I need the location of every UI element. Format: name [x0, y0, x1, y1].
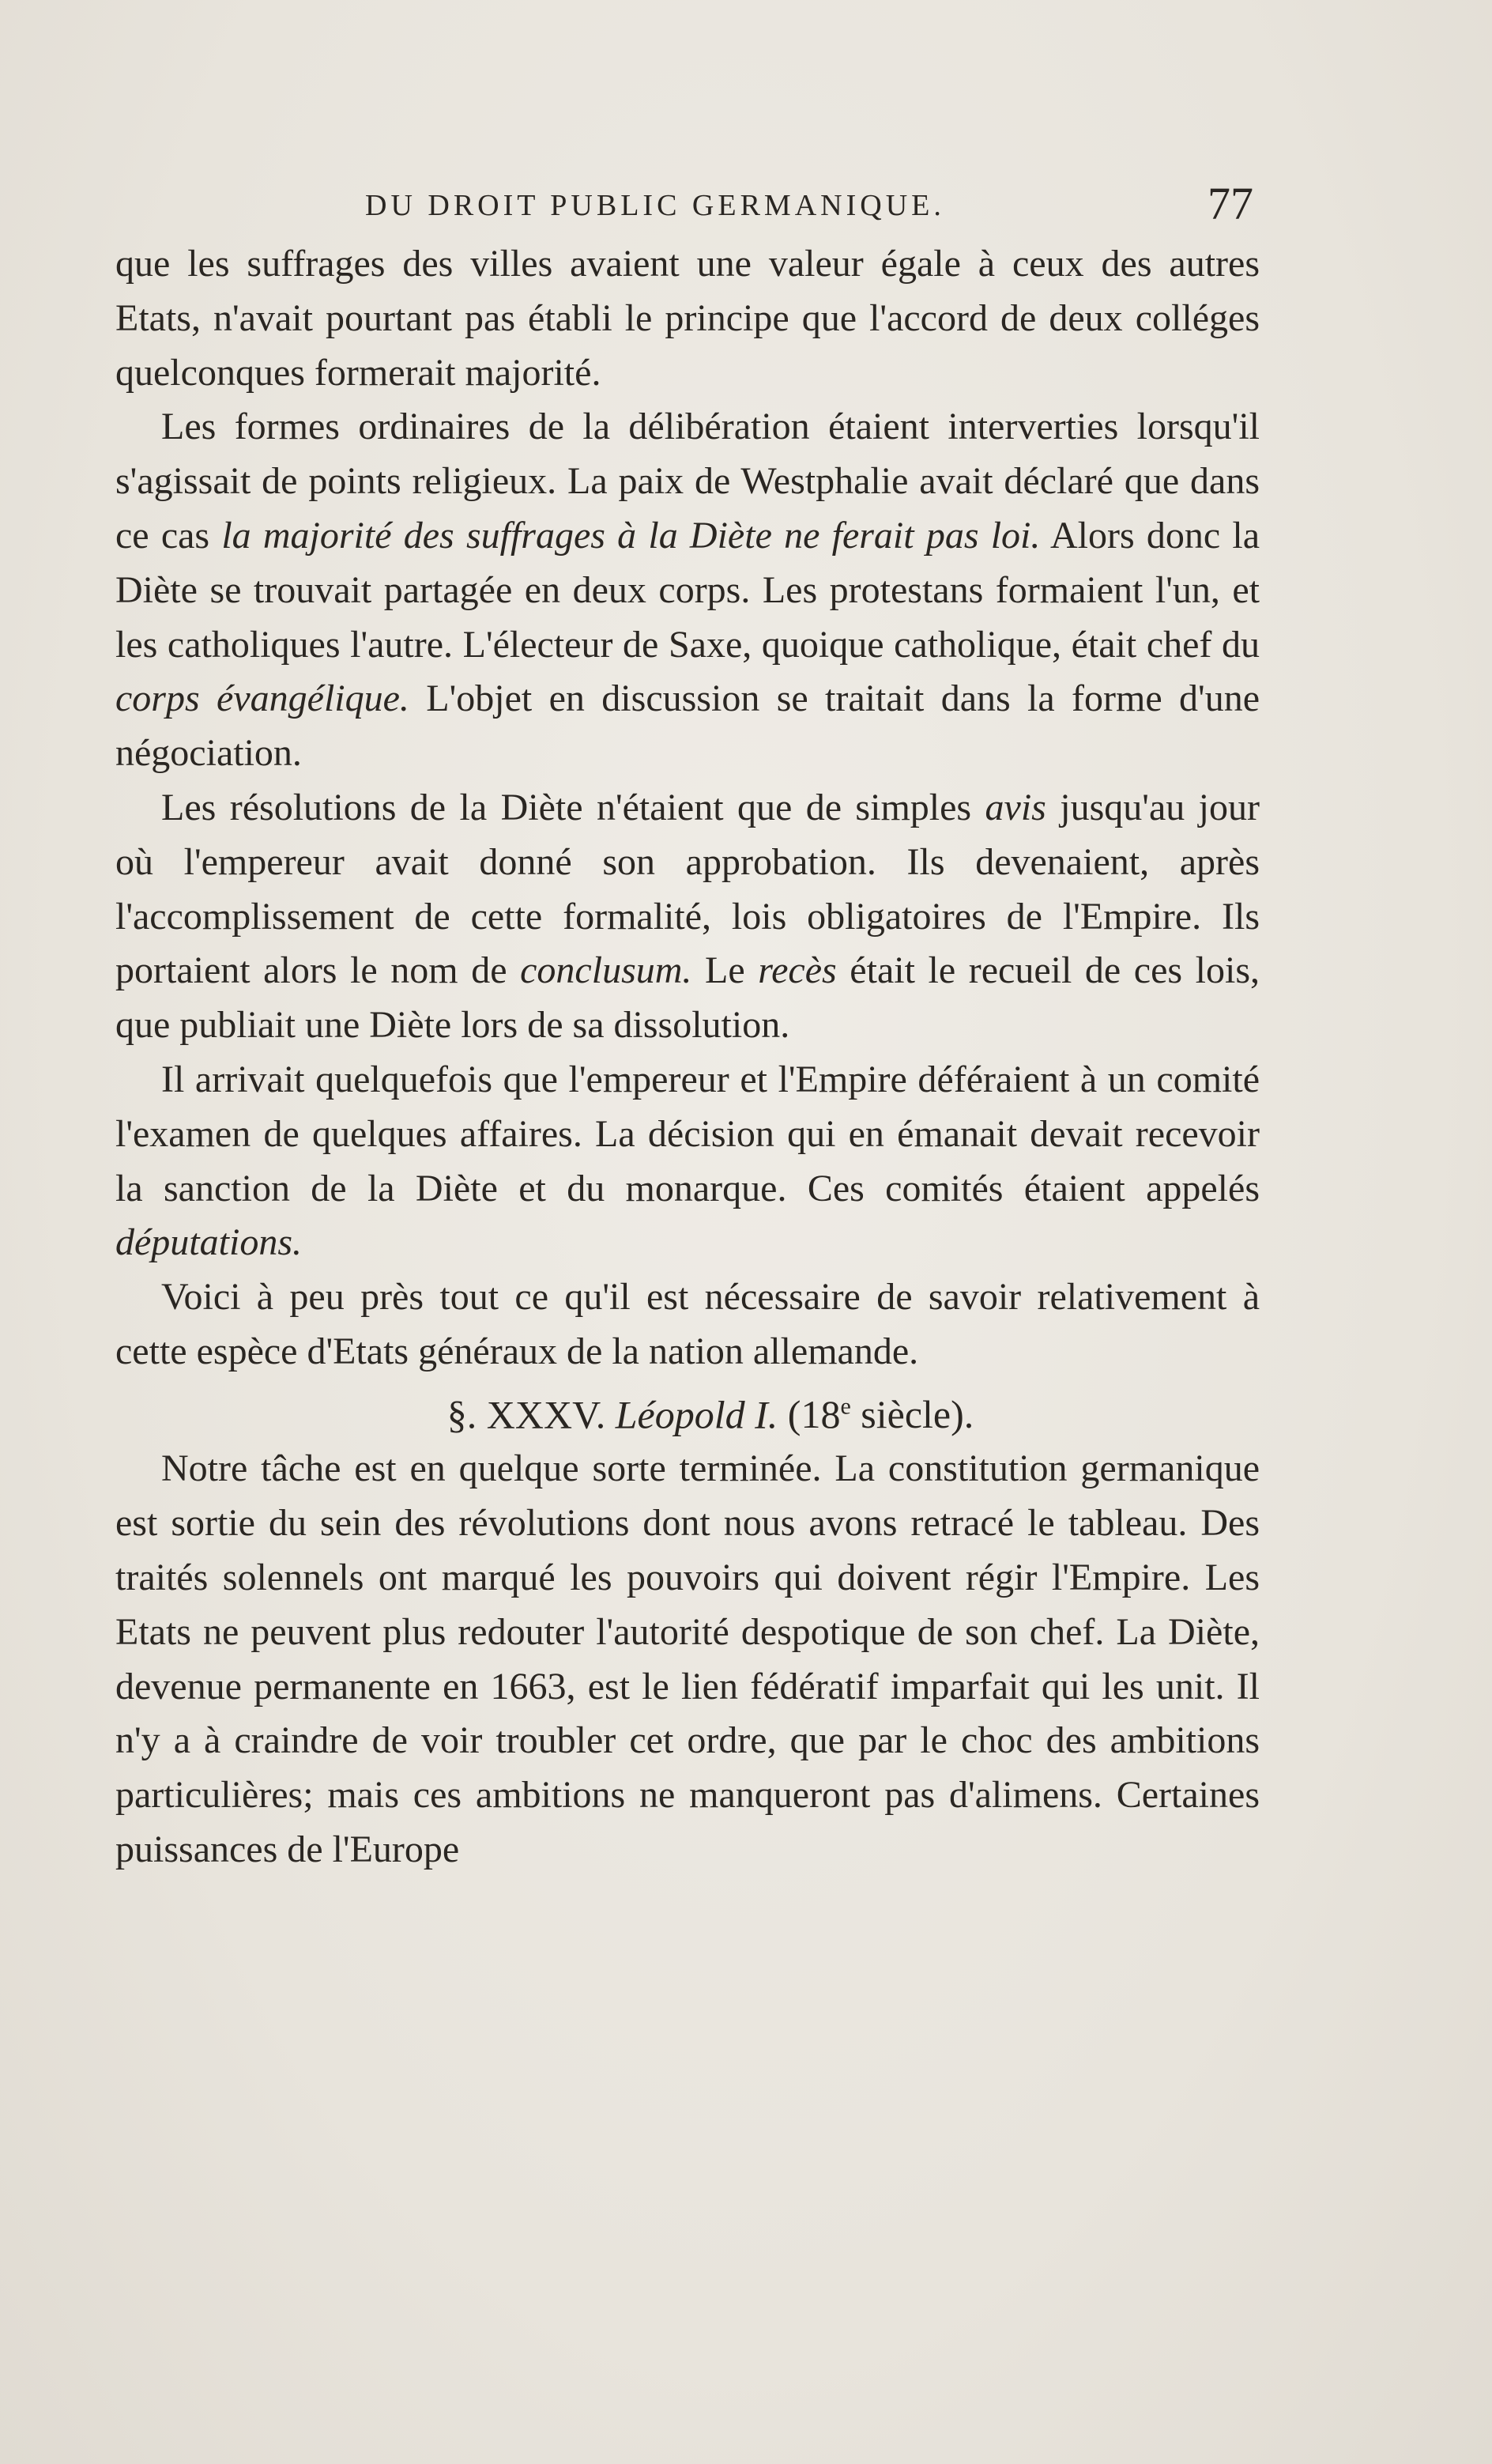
- paragraph-text: Le: [691, 949, 759, 992]
- paragraph: [115, 1270, 1260, 1379]
- section-century: (18e siècle).: [787, 1392, 974, 1437]
- paragraph-text: Notre tâche est en quelque sorte terminée. La constitution germanique est sortie du sein des révolutions dont nous avons retracé le tableau. Des traités solennels ont marqué les pouvoirs qui doivent régir l'Empire. Les Etats ne peuvent plus redouter l'autorité despotique de son chef. La Diète, devenue permanente en 1663, est le lien fédératif imparfait qui les unit. Il n'y a à craindre de voir troubler cet ordre, que par le choc des ambitions particulières; mais ces ambitions ne manqueront pas d'alimens. Certaines puissances de l'Europe: [115, 1447, 1260, 1870]
- paragraph-text: que les suffrages des villes avaient une valeur égale à ceux des autres Etats, n'avait pourtant pas établi le principe que l'accord de deux colléges quelconques formerait majorité.: [115, 243, 1260, 394]
- page-header: [115, 178, 1261, 239]
- running-title: DU DROIT PUBLIC GERMANIQUE.: [365, 189, 945, 222]
- page-number: 77: [1208, 178, 1253, 229]
- paragraph: [115, 1053, 1260, 1270]
- italic-phrase: recès: [758, 949, 837, 992]
- section-title: Léopold I.: [615, 1392, 778, 1437]
- paragraph-text: était le recueil de ces lois, que publiait une Diète lors de sa dissolution.: [115, 949, 1260, 1047]
- paragraph-text: Les résolutions de la Diète n'étaient que de simples: [161, 786, 985, 828]
- body-text: [115, 237, 1260, 1877]
- paragraph-text: L'objet en discussion se traitait dans la forme d'une négociation.: [115, 677, 1260, 775]
- italic-phrase: députations.: [115, 1221, 302, 1264]
- paragraph-text: Alors donc la Diète se trouvait partagée en deux corps. Les protestans formaient l'un, et les catholiques l'autre. L'électeur de Saxe, quoique catholique, était chef du: [115, 514, 1260, 666]
- paragraph: [115, 781, 1260, 1053]
- italic-phrase: conclusum.: [520, 949, 692, 992]
- paragraph-text: Les formes ordinaires de la délibération étaient interverties lorsqu'il s'agissait de points religieux. La paix de Westphalie avait déclaré que dans ce cas: [115, 406, 1260, 557]
- italic-phrase: avis: [985, 786, 1046, 828]
- section-number: §. XXXV.: [446, 1392, 606, 1437]
- paragraph-text: Voici à peu près tout ce qu'il est nécessaire de savoir relativement à cette espèce d'Etats généraux de la nation allemande.: [115, 1276, 1260, 1372]
- paragraph-text: jusqu'au jour où l'empereur avait donné son approbation. Ils devenaient, après l'accomplissement de cette formalité, lois obligatoires de l'Empire. Ils portaient alors le nom de: [115, 786, 1260, 992]
- paragraph: [115, 1442, 1260, 1877]
- paragraph-text: Il arrivait quelquefois que l'empereur et l'Empire déféraient à un comité l'examen de quelques affaires. La décision qui en émanait devait recevoir la sanction de la Diète et du monarque. Ces comités étaient appelés: [115, 1058, 1260, 1209]
- italic-phrase: corps évangélique.: [115, 677, 409, 720]
- paragraph: [115, 237, 1260, 400]
- section-heading: [115, 1379, 1260, 1443]
- century-superscript: e: [840, 1393, 851, 1420]
- paragraph: [115, 400, 1260, 781]
- italic-phrase: la majorité des suffrages à la Diète ne ferait pas loi.: [221, 514, 1041, 557]
